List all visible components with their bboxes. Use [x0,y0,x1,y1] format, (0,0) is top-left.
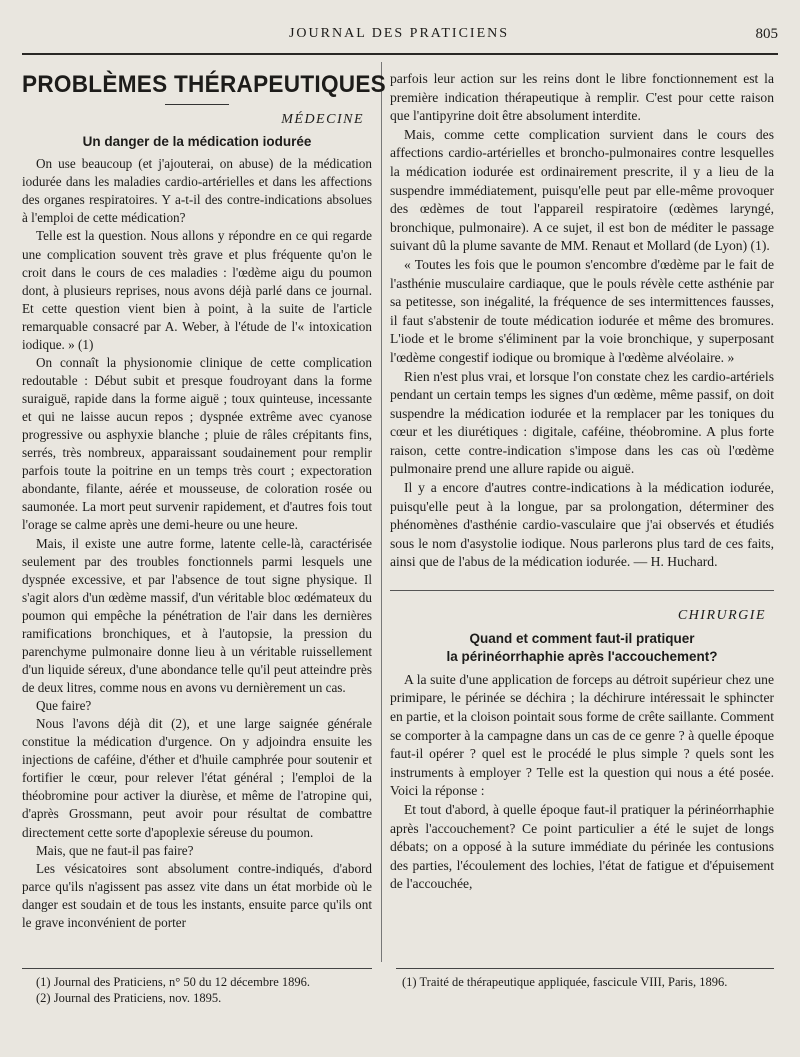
footnote: (1) Traité de thérapeutique appliquée, fascicule VIII, Paris, 1896. [402,975,728,989]
right-column [390,70,774,894]
column-divider [381,62,382,962]
paragraph: Rien n'est plus vrai, et lorsque l'on constate chez les cardio-artériels pendant un certain temps les signes d'un œdème, même passif, on doit suspendre la médication iodurée et la remplacer par les toniques du cœur et les diurétiques : digitale, caféine, théobromine. A plus forte raison, cette contre-indication s'impose dans les cas où l'œdème pulmonaire prend une allure rapide ou aiguë. [390,368,774,477]
paragraph: Mais, il existe une autre forme, latente celle-là, caractérisée seulement par des troubles fonctionnels parmi lesquels une dyspnée excessive, et par l'absence de tout signe physique. Il s'agit alors d'un œdème massif, d'un véritable bloc œdémateux du poumon qui empêche la pénétration de l'air dans les dernières ramifications bronchiques, et à l'autopsie, la pression du parenchyme pulmonaire donne lieu à un véritable ruissellement d'un liquide séreux, d'une abondance telle qu'il peut atteindre près de deux litres, comme nous en avons vu dernièrement un cas. [22,535,372,695]
paragraph: Les vésicatoires sont absolument contre-indiqués, d'abord parce qu'ils n'agissent pas assez vite dans un état morbide où le danger est soudain et de tous les instants, ensuite parce qu'ils ont le grave inconvénient de porter [22,860,372,930]
paragraph: A la suite d'une application de forceps au détroit supérieur chez une primipare, le périnée se déchira ; la déchirure intéressait le sphincter en partie, et la cloison pointait sous forme de crête saillante. Comment se comporter à la campagne dans un cas de ce genre ? à quelle époque faut-il opérer ? quel est le procédé le plus simple ? quels sont les instruments à employer ? Telle est la question qui nous a été posée. Voici la réponse : [390,671,774,799]
footnotes-left [36,975,372,1006]
paragraph: Telle est la question. Nous allons y répondre en ce qui regarde une complication souvent très grave et plus fréquente qu'on le croit dans le cours de ces maladies : l'œdème aigu du poumon dont, à plusieurs reprises, nous avons déjà parlé dans ce journal. Et cette question vient bien à point, à la suite de l'article remarquable consacré par A. Weber, à l'étude de l'« intoxication iodique. » (1) [22,228,372,352]
paragraph: On use beaucoup (et j'ajouterai, on abuse) de la médication iodurée dans les maladies cardio-artérielles et dans les affections des organes respiratoires. Y a-t-il des contre-indications absolues à l'emploi de cette médication? [22,156,372,226]
main-title: PROBLÈMES THÉRAPEUTIQUES [22,71,387,98]
article2-title-line2: la périnéorrhaphie après l'accouchement? [446,649,718,665]
article2-title-line1: Quand et comment faut-il pratiquer [469,630,695,646]
paragraph: Mais, comme cette complication survient dans le cours des affections cardio-artérielles et broncho-pulmonaires contre lesquelles la médication iodurée est ordinairement prescrite, il y a lieu de la suspendre immédiatement, puisqu'elle peut par elle-même provoquer des œdèmes de tout l'appareil respiratoire (œdèmes laryngé, bronchique, pulmonaire). A ce sujet, il est bon de méditer le passage suivant dû la plume savante de MM. Renaut et Mollard (de Lyon) (1). [390,126,774,254]
article2-title [390,630,774,667]
section-label-medecine: MÉDECINE [281,112,364,128]
quotation: « Toutes les fois que le poumon s'encombre d'œdème par le fait de l'asthénie musculaire cardiaque, que le pouls révèle cette asthénie par sa petitesse, son inégalité, la fréquence de ses intermittences fausses, il faut s'abstenir de toute médication iodurée et même des bromures. L'iode et le brome s'éliminent par la voie bronchique, y superposant l'œdème congestif iodique ou bromique à l'œdème alvéolaire. » [390,256,774,365]
section-label-chirurgie: CHIRURGIE [677,608,766,624]
running-title: JOURNAL DES PRATICIENS [288,26,510,41]
paragraph: Et tout d'abord, à quelle époque faut-il pratiquer la périnéorrhaphie après l'accouchement? Ce point particulier a été le sujet de longs débats; on a opposé à la suture immédiate du périnée les contusions des parties, l'écoulement des lochies, l'état de fatigue et d'épuisement de l'accouchée, [390,801,774,892]
paragraph: Il y a encore d'autres contre-indications à la médication iodurée, puisqu'elle peut à la longue, par sa prolongation, déterminer des phénomènes d'asthénie cardio-vasculaire que j'ai observés et étudiés sous le nom d'asystolie iodique. Nous parlerons plus tard de ces faits, ainsi que de l'abus de la médication iodurée. — H. Huchard. [390,480,774,570]
footnotes-right [402,975,774,991]
article-title: Un danger de la médication iodurée [82,134,312,150]
page-number: 805 [755,26,778,42]
title-rule [165,104,229,105]
footnote-rule-left [22,968,372,969]
footnote: (2) Journal des Praticiens, nov. 1895. [36,990,222,1005]
footnote-rule-right [396,968,774,969]
running-header [20,26,778,48]
paragraph: Nous l'avons déjà dit (2), et une large saignée générale constitue la médication d'urgence. On y adjoindra ensuite les injections de caféine, d'éther et d'huile camphrée pour soutenir et fortifier le cœur, pour relever l'état général ; l'emploi de la théobromine pour activer la diurèse, et même de l'atropine qui, d'après Grossmann, peut avoir pour résultat de combattre directement cette sorte d'apoplexie séreuse du poumon. [22,716,372,840]
left-column [22,70,387,932]
paragraph: parfois leur action sur les reins dont le libre fonctionnement est la première indication thérapeutique à remplir. C'est pour cette raison que l'antipyrine doit être absolument interdite. [390,71,774,124]
header-rule [22,53,778,55]
paragraph: Mais, que ne faut-il pas faire? [36,842,194,858]
section-rule [390,590,774,591]
paragraph: On connaît la physionomie clinique de cette complication redoutable : Début subit et presque foudroyant dans la forme suraiguë, rapide dans la forme aiguë ; toux quinteuse, incessante et qui ne laisse aucun repos ; dyspnée extrême avec cyanose progressive ou asphyxie blanche ; pluie de râles crépitants fins, serrés, très nombreux, apparaissant soudainement pour remplir parfois toute la poitrine en un temps très court ; expectoration abondante, filante, aérée et mousseuse, de coloration rosée ou saumonée. La mort peut survenir rapidement, et d'autres fois tout l'orage se calme après une demi-heure ou une heure. [22,354,372,533]
paragraph: Que faire? [36,698,92,714]
footnote: (1) Journal des Praticiens, n° 50 du 12 décembre 1896. [36,975,311,989]
